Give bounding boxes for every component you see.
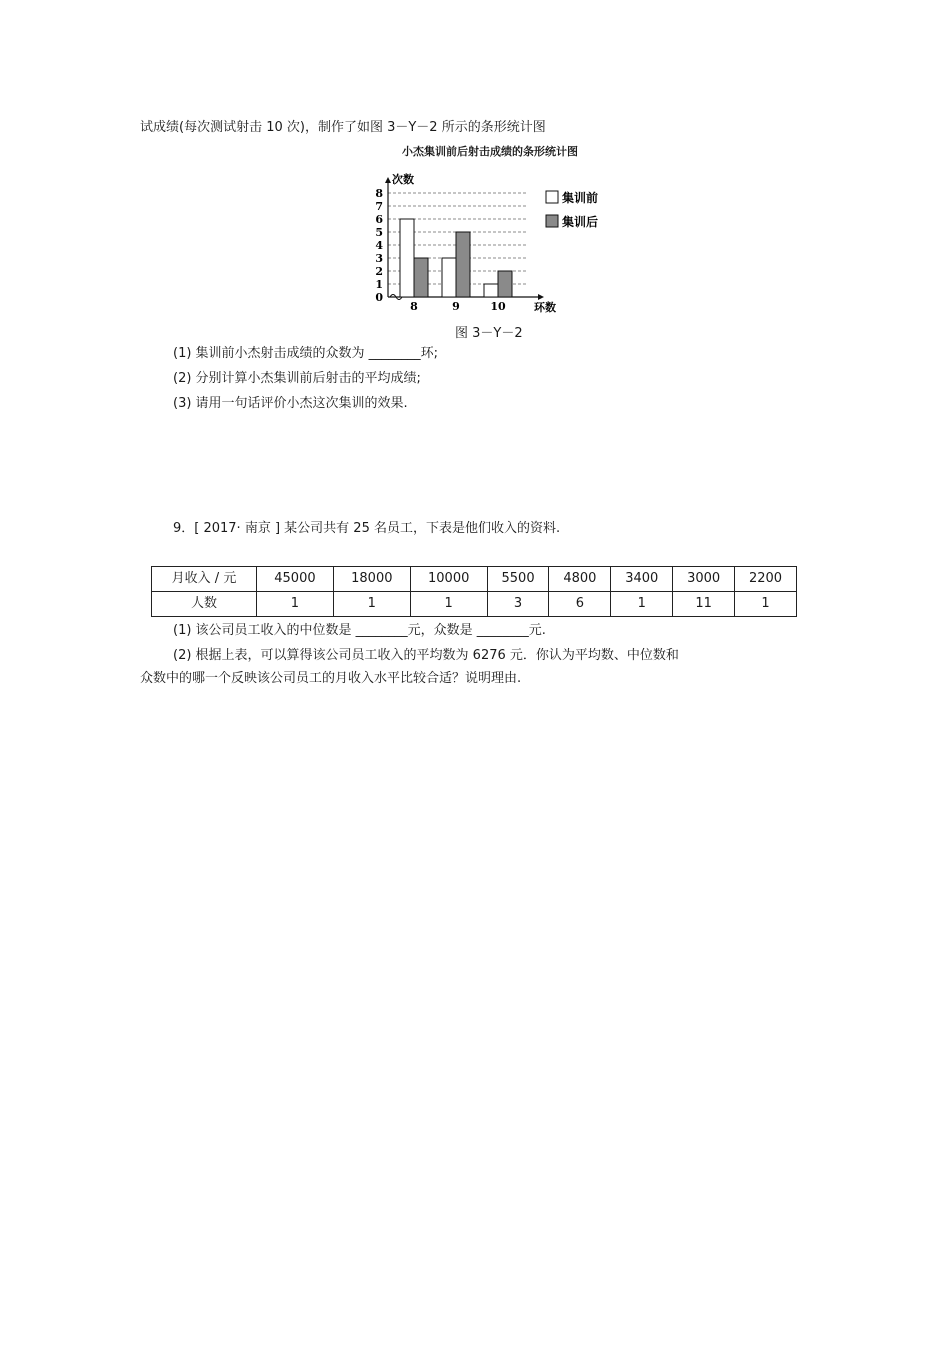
table-cell: 3400	[611, 567, 673, 592]
legend-label: 集训前	[562, 191, 599, 205]
income-table	[151, 566, 797, 617]
table-cell: 45000	[257, 567, 334, 592]
y-axis-arrow	[385, 177, 391, 183]
x-tick-label: 9	[452, 300, 460, 313]
y-tick-label: 4	[375, 239, 383, 252]
q9-sub1: (1) 该公司员工收入的中位数是 ________元，众数是 ________元.	[173, 623, 546, 638]
table-cell: 2200	[735, 567, 797, 592]
intro-line: 试成绩(每次测试射击 10 次)，制作了如图 3－Y－2 所示的条形统计图	[140, 120, 546, 135]
q8-sub1: (1) 集训前小杰射击成绩的众数为 ________环;	[173, 346, 439, 361]
chart-title: 小杰集训前后射击成绩的条形统计图	[402, 145, 578, 158]
legend-label: 集训后	[562, 215, 599, 229]
x-axis-arrow	[538, 294, 544, 300]
table-cell: 1	[410, 592, 487, 617]
y-tick-label: 5	[375, 226, 383, 239]
bar-before	[484, 284, 498, 297]
table-cell: 1	[735, 592, 797, 617]
legend-swatch	[546, 215, 558, 227]
x-tick-label: 10	[490, 300, 506, 313]
bar-after	[414, 258, 428, 297]
table-cell: 1	[611, 592, 673, 617]
table-header-income: 月收入 / 元	[152, 567, 257, 592]
x-axis-label: 环数	[534, 301, 556, 314]
table-header-count: 人数	[152, 592, 257, 617]
y-tick-label: 7	[375, 200, 383, 213]
y-tick-label: 3	[375, 252, 383, 265]
bar-before	[400, 219, 414, 297]
bar-after	[498, 271, 512, 297]
bar-chart	[360, 143, 620, 321]
y-tick-label: 0	[375, 291, 383, 304]
table-cell: 6	[549, 592, 611, 617]
table-row-count	[152, 592, 797, 617]
table-row-income	[152, 567, 797, 592]
table-cell: 5500	[487, 567, 549, 592]
bar-after	[456, 232, 470, 297]
q8-sub2: (2) 分别计算小杰集训前后射击的平均成绩;	[173, 371, 421, 386]
table-cell: 10000	[410, 567, 487, 592]
table-cell: 3	[487, 592, 549, 617]
x-tick-label: 8	[410, 300, 418, 313]
table-cell: 4800	[549, 567, 611, 592]
y-tick-label: 6	[375, 213, 383, 226]
q8-sub3: (3) 请用一句话评价小杰这次集训的效果.	[173, 396, 408, 411]
y-tick-label: 2	[375, 265, 383, 278]
figure-caption: 图 3－Y－2	[455, 326, 523, 341]
table-cell: 18000	[333, 567, 410, 592]
legend-swatch	[546, 191, 558, 203]
y-tick-label: 1	[375, 278, 383, 291]
table-cell: 11	[673, 592, 735, 617]
chart-svg	[360, 157, 620, 321]
table-cell: 1	[257, 592, 334, 617]
q9-sub2-line1: (2) 根据上表，可以算得该公司员工收入的平均数为 6276 元．你认为平均数、中位数和	[173, 648, 679, 663]
q9-stem: 9．[ 2017· 南京 ] 某公司共有 25 名员工，下表是他们收入的资料.	[173, 521, 561, 536]
bar-before	[442, 258, 456, 297]
q9-sub2-line2: 众数中的哪一个反映该公司员工的月收入水平比较合适？说明理由.	[140, 671, 522, 686]
y-tick-label: 8	[375, 187, 383, 200]
table-cell: 1	[333, 592, 410, 617]
table-cell: 3000	[673, 567, 735, 592]
y-axis-label: 次数	[392, 173, 414, 186]
